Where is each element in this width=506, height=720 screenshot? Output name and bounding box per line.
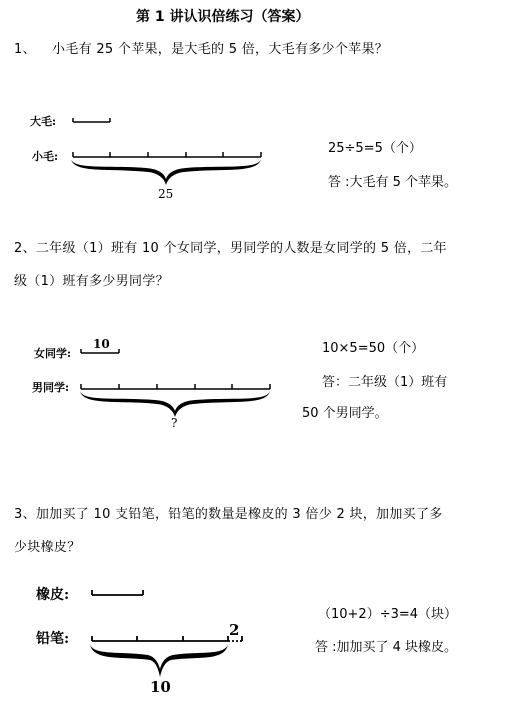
problem-2-answer-line2: 50 个男同学。	[302, 406, 388, 421]
problem-1-brace-value: 25	[158, 187, 174, 201]
problem-3-question-line1: 3、加加买了 10 支铅笔，铅笔的数量是橡皮的 3 倍少 2 块，加加买了多	[14, 507, 443, 522]
problem-2-brace-value: ?	[171, 416, 178, 430]
problem-1-number: 1、	[14, 42, 36, 57]
problem-3-answer: 答 :加加买了 4 块橡皮。	[315, 640, 458, 655]
problem-2-label-girls: 女同学:	[34, 347, 72, 360]
problem-2-question-line2: 级（1）班有多少男同学？	[14, 274, 169, 289]
problem-2-question-line1: 2、二年级（1）班有 10 个女同学，男同学的人数是女同学的 5 倍，二年	[14, 241, 447, 256]
problem-3-extra-value: 2	[229, 621, 240, 639]
problem-2-equation: 10×5=50（个）	[322, 341, 425, 356]
problem-3-question-line2: 少块橡皮？	[14, 540, 81, 555]
problem-3-label-pencil: 铅笔:	[36, 631, 70, 647]
page-title: 第 1 讲认识倍练习（答案）	[136, 9, 310, 25]
problem-3-equation: （10+2）÷3=4（块）	[318, 607, 458, 622]
problem-3-brace	[90, 644, 228, 677]
problem-1-answer: 答 :大毛有 5 个苹果。	[328, 175, 458, 190]
problem-2-answer-line1: 答：二年级（1）班有	[322, 375, 448, 390]
problem-3-label-eraser: 橡皮:	[36, 587, 70, 603]
problem-1-question: 小毛有 25 个苹果，是大毛的 5 倍，大毛有多少个苹果？	[52, 42, 389, 57]
problem-1-label-xiaomao: 小毛:	[32, 150, 59, 163]
problem-1-label-damao: 大毛:	[30, 115, 57, 128]
problem-1-equation: 25÷5=5（个）	[328, 141, 422, 156]
problem-2-segment-value: 10	[93, 337, 110, 351]
problem-3-brace-value: 10	[150, 678, 171, 696]
problem-2-label-boys: 男同学:	[32, 381, 70, 394]
